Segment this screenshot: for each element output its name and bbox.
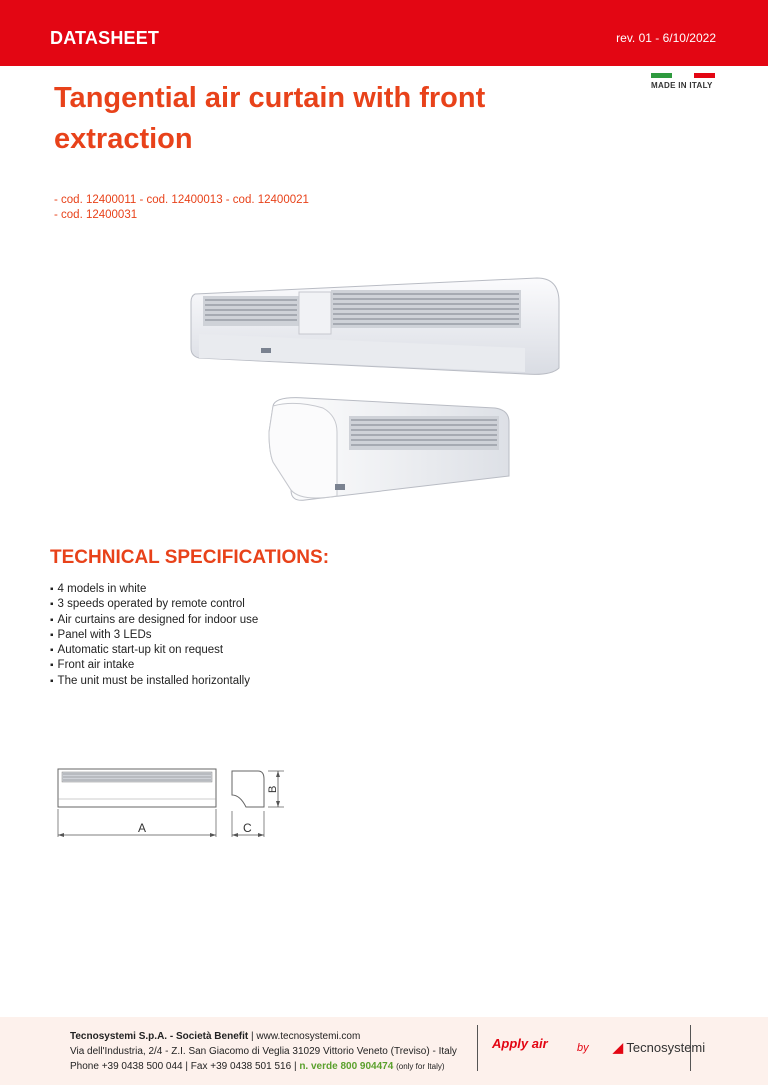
dimension-b-label: B — [267, 785, 279, 793]
codes-line-2: - cod. 12400031 — [54, 209, 138, 221]
specs-heading: TECHNICAL SPECIFICATIONS: — [50, 547, 330, 568]
by-label: by — [577, 1042, 589, 1054]
tecnosystemi-mark-icon: ◢ — [613, 1040, 623, 1055]
revision-date: rev. 01 - 6/10/2022 — [616, 31, 716, 45]
dimension-c-label: C — [243, 821, 252, 835]
document-type: DATASHEET — [50, 28, 160, 48]
product-title: Tangential air curtain with front extraction — [54, 82, 486, 155]
tecnosystemi-wordmark: Tecnosystemi — [626, 1040, 706, 1055]
header-bar — [0, 0, 768, 66]
product-codes — [54, 193, 309, 223]
footer-line-3: Phone +39 0438 500 044 | Fax +39 0438 501 516 | n. verde 800 904474 (only for Italy) — [70, 1061, 445, 1072]
product-image-large — [185, 272, 565, 380]
spec-item: ▪ Panel with 3 LEDs — [50, 628, 258, 643]
website-link[interactable]: www.tecnosystemi.com — [256, 1031, 361, 1042]
made-in-italy: MADE IN ITALY — [651, 81, 713, 90]
spec-item: ▪ Automatic start-up kit on request — [50, 643, 258, 658]
product-image-angled — [265, 392, 515, 504]
specs-list — [50, 582, 258, 689]
footer-address: Via dell'Industria, 2/4 - Z.I. San Giacomo di Veglia 31029 Vittorio Veneto (Treviso) - Italy — [70, 1046, 457, 1057]
spec-item: ▪ Front air intake — [50, 658, 258, 673]
dimension-a-label: A — [138, 821, 147, 835]
italy-flag-icon — [651, 73, 715, 79]
fax-number: Fax +39 0438 501 516 — [190, 1061, 292, 1072]
green-number: n. verde 800 904474 — [299, 1061, 394, 1072]
spec-item: ▪ Air curtains are designed for indoor use — [50, 613, 258, 628]
footer-divider — [477, 1025, 478, 1071]
spec-item: ▪ 3 speeds operated by remote control — [50, 597, 258, 612]
apply-air-logo: Apply air — [492, 1036, 548, 1051]
company-name: Tecnosystemi S.p.A. - Società Benefit — [70, 1031, 249, 1042]
footer-line-1: Tecnosystemi S.p.A. - Società Benefit | www.tecnosystemi.com — [70, 1031, 361, 1042]
codes-line-1: - cod. 12400011 - cod. 12400013 - cod. 12400021 — [54, 194, 309, 206]
green-number-note: (only for Italy) — [396, 1062, 445, 1071]
tecnosystemi-logo — [613, 1040, 705, 1056]
dimension-drawing — [50, 765, 300, 845]
spec-item: ▪ 4 models in white — [50, 582, 258, 597]
spec-item: ▪ The unit must be installed horizontally — [50, 674, 258, 689]
phone-number: Phone +39 0438 500 044 — [70, 1061, 183, 1072]
